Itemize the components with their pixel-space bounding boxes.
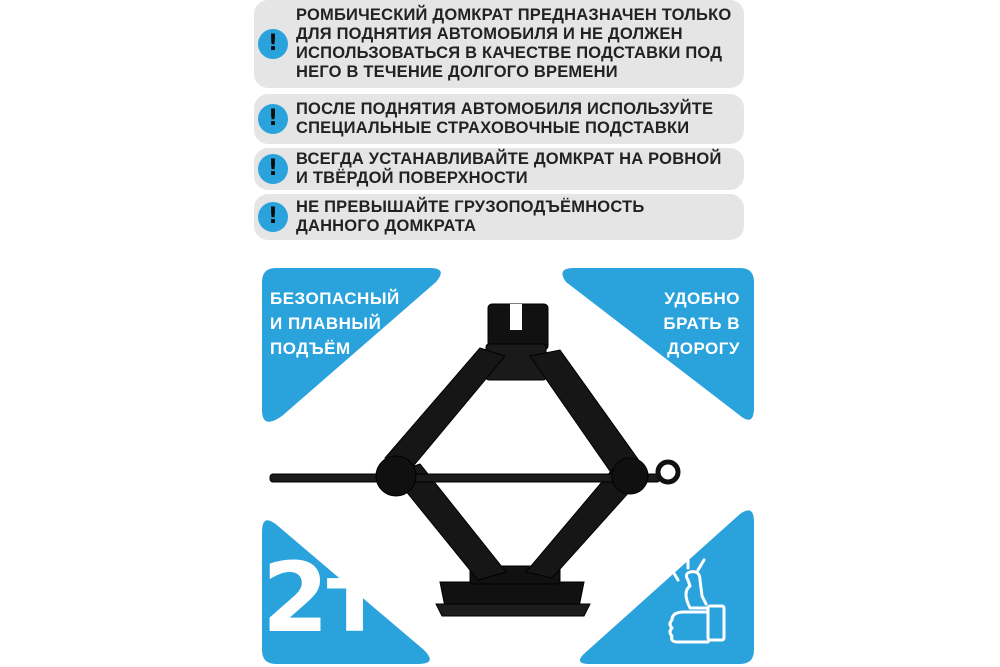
warning-text: ПОСЛЕ ПОДНЯТИЯ АВТОМОБИЛЯ ИСПОЛЬЗУЙТЕ СПЕЦИАЛЬНЫЕ СТРАХОВОЧНЫЕ ПОДСТАВКИ (296, 100, 714, 137)
warning-text: РОМБИЧЕСКИЙ ДОМКРАТ ПРЕДНАЗНАЧЕН ТОЛЬКО ДЛЯ ПОДНЯТИЯ АВТОМОБИЛЯ И НЕ ДОЛЖЕН ИСПОЛЬЗОВАТЬСЯ В КАЧЕСТВЕ ПОДСТАВКИ ПОД НЕГО В ТЕЧЕНИЕ ДОЛГОГО ВРЕМЕНИ (296, 6, 732, 81)
feature-safe-lift-label: БЕЗОПАСНЫЙ И ПЛАВНЫЙ ПОДЪЁМ (270, 289, 400, 358)
feature-triangle-bottom-right (580, 510, 754, 664)
exclamation-icon: ! (258, 104, 288, 134)
warning-text: ВСЕГДА УСТАНАВЛИВАЙТЕ ДОМКРАТ НА РОВНОЙ И ТВЁРДОЙ ПОВЕРХНОСТИ (296, 150, 722, 187)
warning-text: НЕ ПРЕВЫШАЙТЕ ГРУЗОПОДЪЁМНОСТЬ ДАННОГО ДОМКРАТА (296, 198, 645, 235)
capacity-label: 2т (262, 542, 381, 654)
exclamation-icon: ! (258, 154, 288, 184)
exclamation-icon: ! (258, 29, 288, 59)
exclamation-icon: ! (258, 202, 288, 232)
feature-portable-label: УДОБНО БРАТЬ В ДОРОГУ (663, 289, 740, 358)
